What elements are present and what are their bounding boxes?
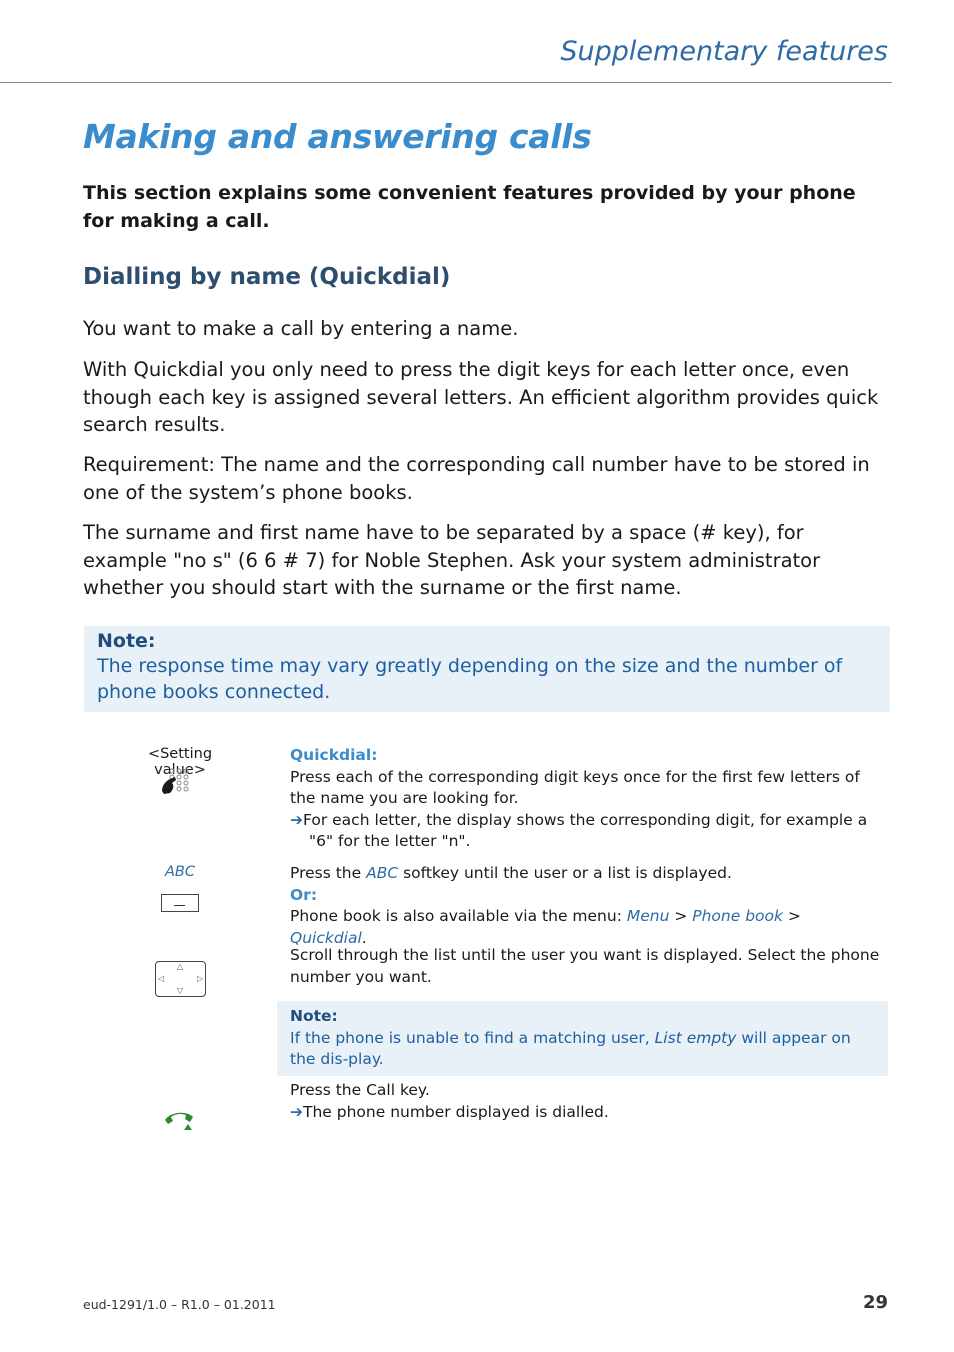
- press-prefix: Press the: [290, 864, 367, 882]
- quickdial-title: Quickdial:: [290, 746, 378, 764]
- menu-item-quickdial: Quickdial: [290, 928, 362, 947]
- note-secondary: [290, 1006, 880, 1071]
- call-block: [290, 1080, 880, 1123]
- intro-text: This section explains some convenient features provided by your phone for making a call.: [83, 182, 856, 232]
- or-label: Or:: [290, 885, 318, 904]
- navigator-icon: △ ▽ ◁ ▷: [155, 961, 206, 997]
- abc-softkey-ref: ABC: [366, 864, 399, 882]
- quickdial-result-text: For each letter, the display shows the corresponding digit, for example a "6" for the letter "n".: [303, 810, 868, 850]
- arrow-icon: ➔: [290, 1102, 303, 1121]
- paragraph: The surname and first name have to be separated by a space (# key), for example "no s" (6 6 # 7) for Noble Stephen. Ask your system administrator whether you should start with the surname or the first name.: [83, 521, 821, 599]
- note-secondary-title: Note:: [290, 1007, 338, 1025]
- menu-prefix: Phone book is also available via the menu:: [290, 907, 627, 925]
- softkey-block: [290, 863, 880, 949]
- quickdial-text: Press each of the corresponding digit keys once for the first few letters of the name you are looking for.: [290, 767, 860, 807]
- menu-separator: >: [782, 907, 801, 925]
- arrow-icon: ➔: [290, 810, 303, 829]
- header-divider: [0, 82, 892, 83]
- document-code: eud-1291/1.0 – R1.0 – 01.2011: [83, 1297, 276, 1312]
- softkey-text: [290, 863, 880, 885]
- menu-end: .: [361, 928, 367, 947]
- press-suffix: softkey until the user or a list is displayed.: [398, 864, 732, 882]
- paragraph: With Quickdial you only need to press the digit keys for each letter once, even though each key is assigned several letters. An efficient algorithm provides quick search results.: [83, 358, 879, 436]
- call-result-text: The phone number displayed is dialled.: [303, 1102, 609, 1121]
- paragraph: You want to make a call by entering a name.: [83, 317, 519, 340]
- page-number: 29: [862, 1292, 888, 1313]
- quickdial-block: [290, 745, 880, 853]
- note-secondary-suffix: will appear on the dis-play.: [290, 1028, 851, 1068]
- quickdial-result: [290, 810, 880, 853]
- call-text: Press the Call key.: [290, 1081, 430, 1099]
- menu-separator: >: [669, 907, 693, 925]
- menu-item-phone-book: Phone book: [692, 907, 783, 925]
- note-text: The response time may vary greatly depending on the size and the number of phone books connected.: [97, 655, 843, 703]
- call-key-icon: [162, 1108, 196, 1132]
- scroll-text: Scroll through the list until the user you want is displayed. Select the phone number you want.: [290, 946, 880, 986]
- section-subheading: Dialling by name (Quickdial): [83, 264, 451, 290]
- keypad-hand-icon: [160, 767, 194, 795]
- softkey-icon: [161, 894, 199, 912]
- abc-label: ABC: [165, 864, 195, 880]
- note-title: Note:: [97, 630, 156, 652]
- setting-value-label: <Setting value>: [147, 746, 213, 778]
- paragraph: Requirement: The name and the corresponding call number have to be stored in one of the system’s phone books.: [83, 453, 870, 504]
- page-title: Making and answering calls: [83, 117, 592, 156]
- note-secondary-text: [290, 1028, 880, 1071]
- menu-path: [290, 906, 880, 949]
- list-empty-text: List empty: [654, 1028, 737, 1047]
- note-secondary-prefix: If the phone is unable to find a matching user,: [290, 1028, 655, 1047]
- call-result: [290, 1102, 880, 1124]
- menu-item-menu: Menu: [626, 907, 670, 925]
- section-header: Supplementary features: [560, 36, 888, 67]
